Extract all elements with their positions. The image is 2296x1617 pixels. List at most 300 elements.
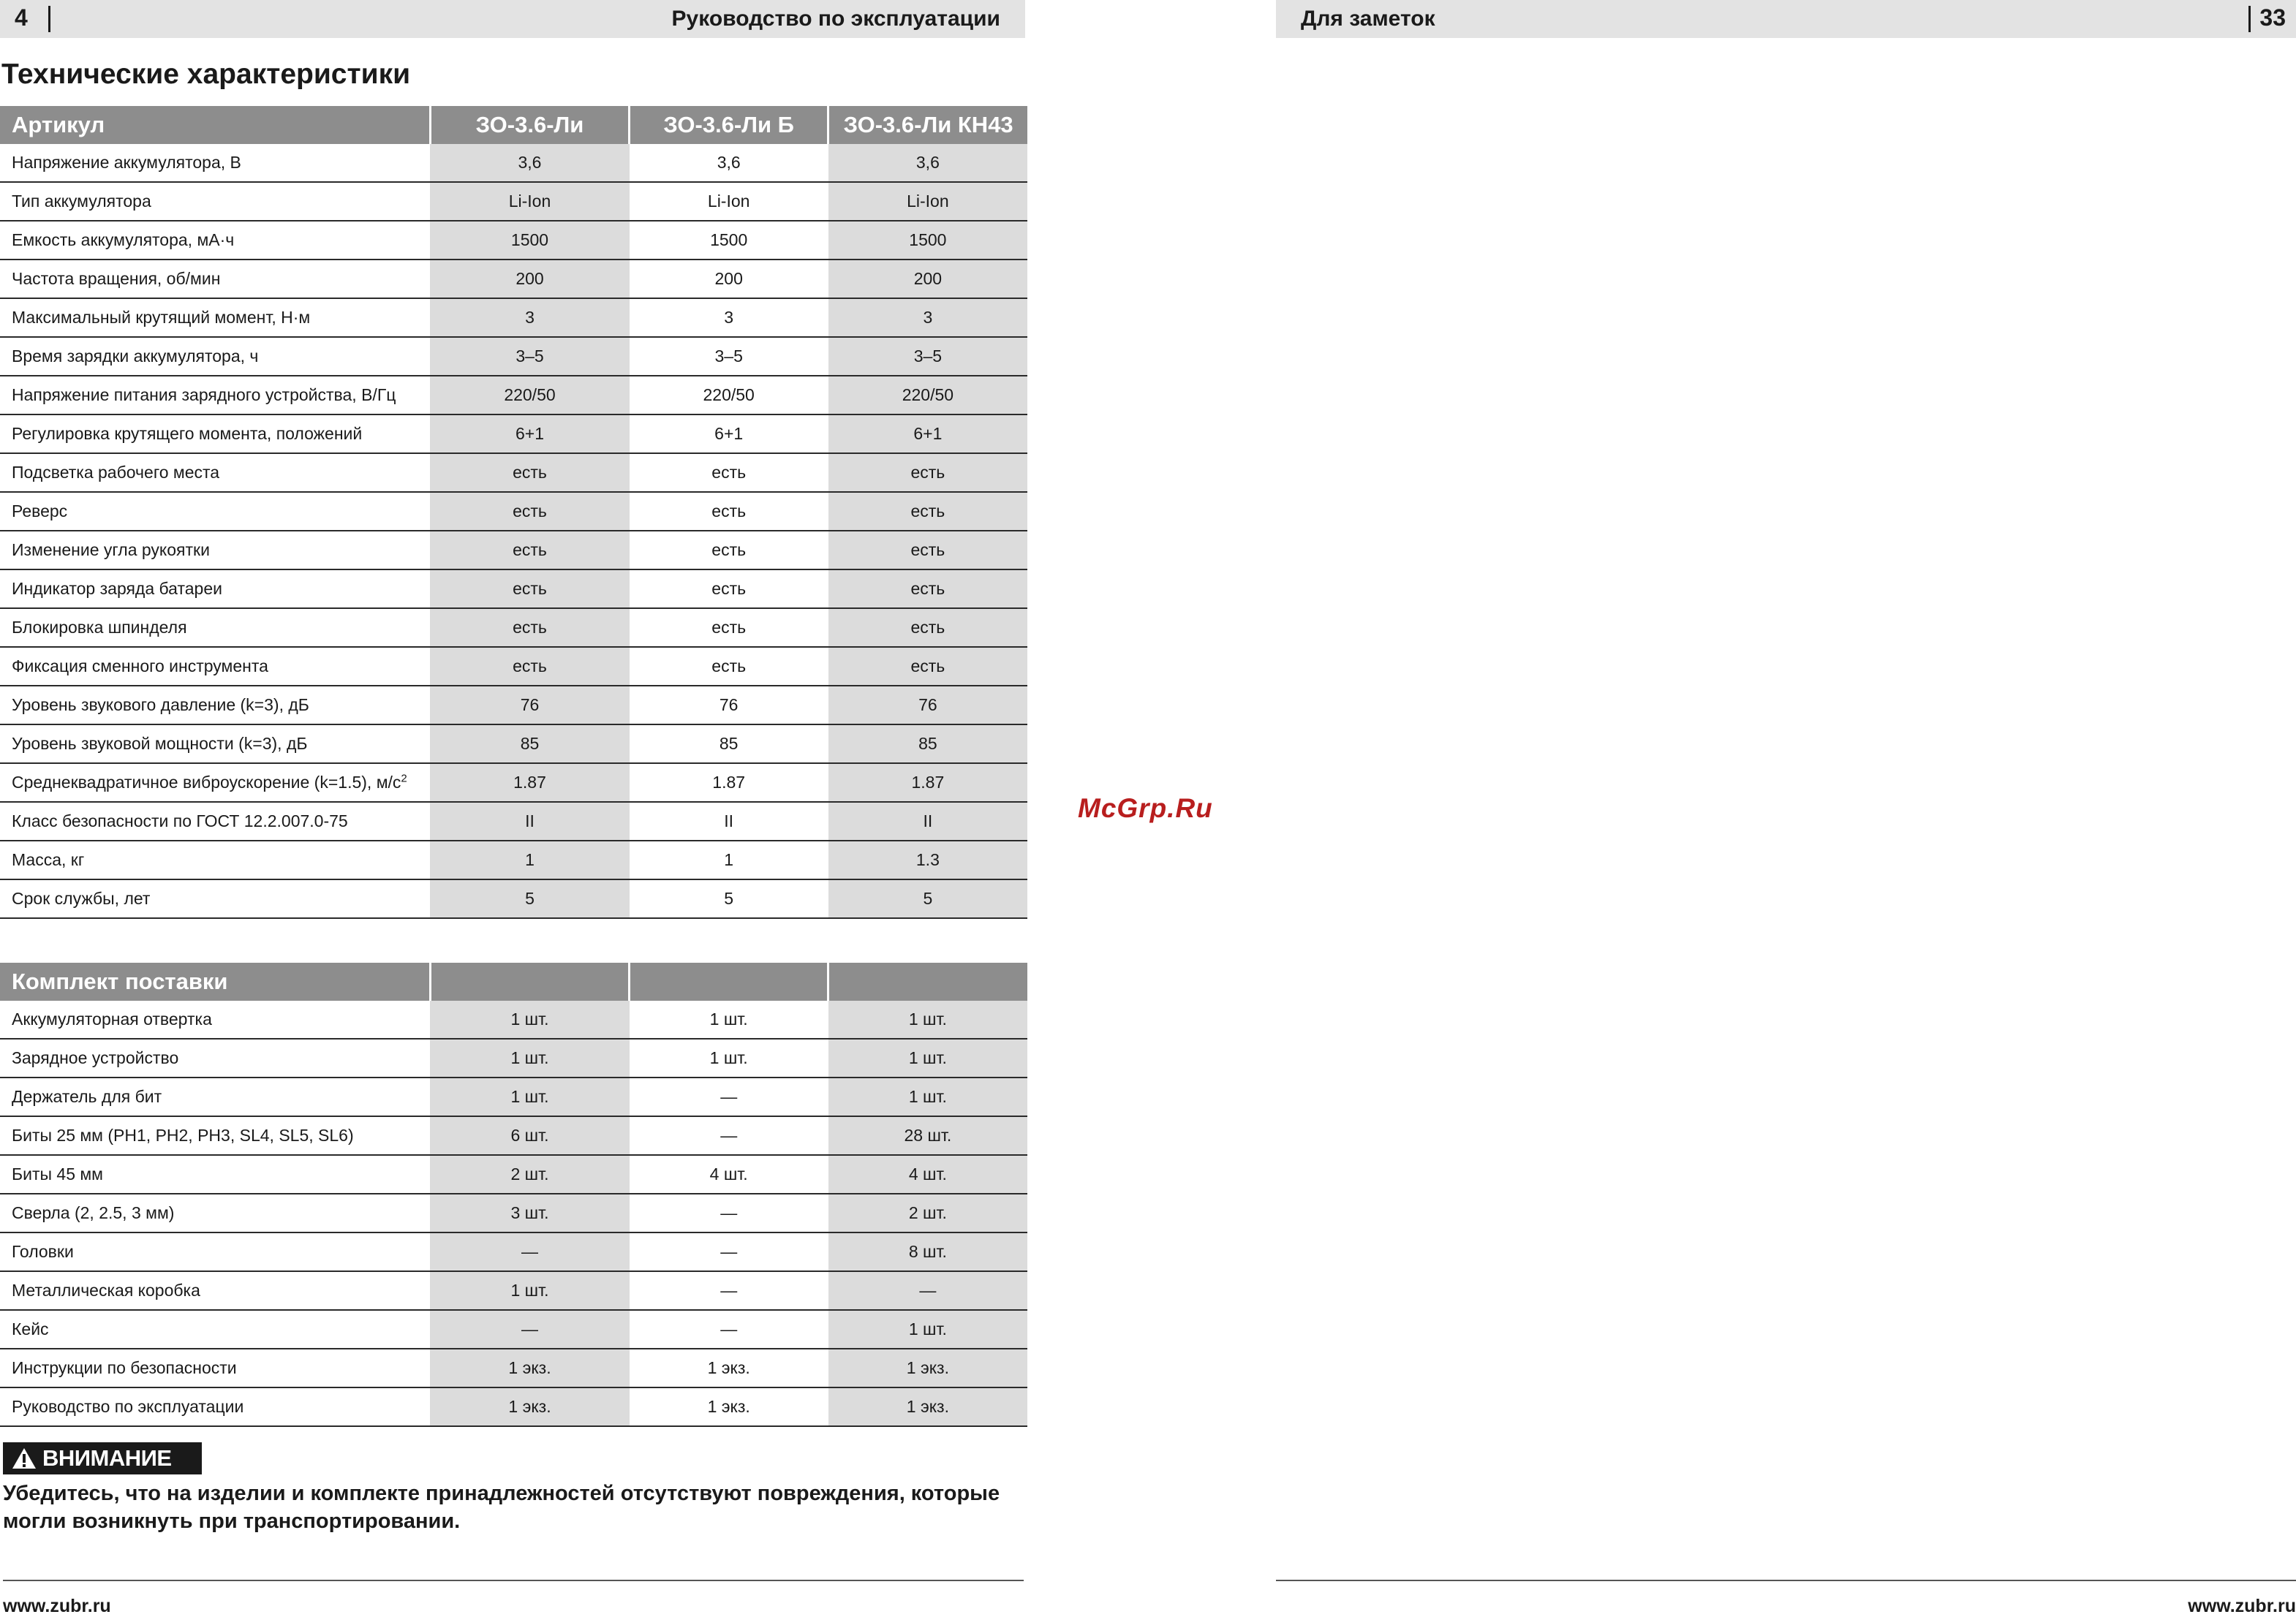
- cell-value: [828, 1116, 1027, 1155]
- cell-value: [430, 608, 629, 647]
- row-label: [0, 879, 430, 918]
- cell-value: [828, 376, 1027, 414]
- table-row: [0, 337, 1027, 376]
- cell-value: [430, 221, 629, 260]
- cell-value: [430, 1387, 629, 1426]
- row-label-text: Масса, кг: [12, 850, 85, 869]
- cell-value-text: 3 шт.: [510, 1203, 549, 1222]
- cell-value-text: 1 шт.: [510, 1010, 549, 1029]
- cell-value: [630, 337, 828, 376]
- row-label-text: Время зарядки аккумулятора, ч: [12, 346, 259, 366]
- row-label-text: Фиксация сменного инструмента: [12, 656, 268, 675]
- row-label: [0, 608, 430, 647]
- row-label-text: Регулировка крутящего момента, положений: [12, 424, 363, 443]
- cell-value: [828, 453, 1027, 492]
- cell-value: [630, 144, 828, 182]
- row-label: [0, 1001, 430, 1039]
- cell-value-text: II: [525, 811, 535, 830]
- cell-value: [828, 841, 1027, 879]
- row-label: [0, 1349, 430, 1387]
- footer-url[interactable]: www.zubr.ru: [2188, 1596, 2296, 1616]
- cell-value-text: 1 шт.: [510, 1087, 549, 1106]
- row-label: [0, 221, 430, 260]
- cell-value: [430, 686, 629, 724]
- cell-value: [430, 1155, 629, 1194]
- table-header-row: [0, 106, 1027, 144]
- cell-value: [828, 492, 1027, 531]
- cell-value-text: есть: [910, 656, 945, 675]
- cell-value: [630, 1194, 828, 1232]
- cell-value: [828, 1039, 1027, 1078]
- row-label: [0, 337, 430, 376]
- specifications-table: [0, 106, 1027, 919]
- row-label: [0, 298, 430, 337]
- row-label: [0, 1039, 430, 1078]
- cell-value-text: есть: [513, 463, 547, 482]
- cell-value-text: есть: [910, 579, 945, 598]
- cell-value-text: —: [919, 1281, 937, 1300]
- cell-value-text: 5: [923, 889, 933, 908]
- cell-value-text: есть: [711, 579, 747, 598]
- cell-value-text: 1 экз.: [906, 1397, 949, 1416]
- page-number: 4: [15, 4, 28, 31]
- cell-value-text: 220/50: [902, 385, 954, 404]
- row-label-text: Биты 25 мм (PH1, PH2, PH3, SL4, SL5, SL6): [12, 1126, 354, 1145]
- row-label: [0, 763, 430, 802]
- table-row: [0, 647, 1027, 686]
- cell-value: [630, 1310, 828, 1349]
- cell-value: [630, 376, 828, 414]
- cell-value: [828, 1232, 1027, 1271]
- cell-value: [430, 1271, 629, 1310]
- row-label: [0, 1078, 430, 1116]
- cell-value-text: 6+1: [714, 424, 744, 443]
- cell-value-text: 28 шт.: [904, 1126, 952, 1145]
- row-label-text: Индикатор заряда батареи: [12, 579, 222, 598]
- table-row: [0, 1271, 1027, 1310]
- row-label-text: Напряжение аккумулятора, В: [12, 153, 241, 172]
- cell-value: [630, 260, 828, 298]
- cell-value-text: есть: [513, 618, 547, 637]
- row-label-text: Изменение угла рукоятки: [12, 540, 210, 559]
- page-number: 33: [2259, 4, 2286, 31]
- cell-value: [430, 376, 629, 414]
- table-row: [0, 1232, 1027, 1271]
- cell-value-text: 4 шт.: [908, 1165, 947, 1184]
- row-label-text: Тип аккумулятора: [12, 192, 151, 211]
- cell-value-text: 1500: [710, 230, 748, 249]
- cell-value: [828, 569, 1027, 608]
- cell-value: [430, 802, 629, 841]
- table-row: [0, 569, 1027, 608]
- cell-value: [430, 531, 629, 569]
- cell-value: [828, 1155, 1027, 1194]
- footer-url[interactable]: www.zubr.ru: [3, 1596, 111, 1616]
- cell-value-text: 1.87: [513, 773, 546, 792]
- cell-value: [828, 686, 1027, 724]
- cell-value: [828, 763, 1027, 802]
- row-label: [0, 802, 430, 841]
- cell-value: [630, 221, 828, 260]
- footer-rule: [3, 1580, 1024, 1581]
- table-row: [0, 453, 1027, 492]
- cell-value-text: есть: [513, 501, 547, 520]
- row-label-text: Класс безопасности по ГОСТ 12.2.007.0-75: [12, 811, 348, 830]
- column-header-model: [630, 963, 828, 1001]
- cell-value: [828, 531, 1027, 569]
- cell-value: [828, 1001, 1027, 1039]
- cell-value: [630, 1232, 828, 1271]
- row-label: [0, 260, 430, 298]
- cell-value: [630, 414, 828, 453]
- cell-value-text: 1: [724, 850, 734, 869]
- row-label-text: Зарядное устройство: [12, 1048, 179, 1067]
- cell-value-text: 2 шт.: [510, 1165, 549, 1184]
- cell-value-text: 1 экз.: [508, 1397, 551, 1416]
- row-label: [0, 686, 430, 724]
- cell-value: [630, 647, 828, 686]
- cell-value-text: 1 экз.: [508, 1358, 551, 1377]
- cell-value: [430, 569, 629, 608]
- row-label: [0, 1387, 430, 1426]
- cell-value: [828, 337, 1027, 376]
- cell-value: [630, 298, 828, 337]
- column-header-model: ЗО-3.6-Ли Б: [630, 106, 828, 144]
- cell-value-text: 220/50: [504, 385, 556, 404]
- cell-value: [828, 1078, 1027, 1116]
- row-label-text: Головки: [12, 1242, 74, 1261]
- row-label: [0, 376, 430, 414]
- cell-value: [828, 724, 1027, 763]
- table-row: [0, 492, 1027, 531]
- cell-value-text: —: [720, 1087, 738, 1106]
- cell-value-text: есть: [910, 618, 945, 637]
- cell-value-text: II: [724, 811, 734, 830]
- cell-value-text: 1 шт.: [908, 1319, 947, 1338]
- cell-value-text: —: [720, 1281, 738, 1300]
- cell-value-text: 6+1: [913, 424, 943, 443]
- row-label-text: Реверс: [12, 501, 68, 520]
- cell-value-text: 1 шт.: [908, 1048, 947, 1067]
- cell-value: [828, 221, 1027, 260]
- cell-value-text: 76: [918, 695, 937, 714]
- cell-value-text: II: [923, 811, 933, 830]
- cell-value-text: 1: [525, 850, 535, 869]
- table-row: [0, 144, 1027, 182]
- cell-value-text: 1 экз.: [906, 1358, 949, 1377]
- cell-value-text: Li-Ion: [907, 192, 949, 211]
- column-header-model: ЗО-3.6-Ли КН43: [828, 106, 1027, 144]
- cell-value-text: 1 экз.: [707, 1358, 750, 1377]
- section-title: Технические характеристики: [1, 58, 411, 90]
- cell-value-text: —: [720, 1319, 738, 1338]
- cell-value: [828, 260, 1027, 298]
- cell-value-text: 6 шт.: [510, 1126, 549, 1145]
- cell-value: [630, 1001, 828, 1039]
- column-header-model: ЗО-3.6-Ли: [430, 106, 629, 144]
- table-row: [0, 376, 1027, 414]
- row-label: [0, 1310, 430, 1349]
- cell-value: [630, 1155, 828, 1194]
- cell-value-text: есть: [910, 501, 945, 520]
- cell-value: [630, 686, 828, 724]
- row-label-text: Держатель для бит: [12, 1087, 162, 1106]
- row-label-text: Частота вращения, об/мин: [12, 269, 221, 288]
- table-row: [0, 1039, 1027, 1078]
- table-row: [0, 1387, 1027, 1426]
- cell-value-text: 3: [724, 308, 734, 327]
- cell-value-text: —: [521, 1319, 538, 1338]
- cell-value: [630, 763, 828, 802]
- page-header-bar: [0, 0, 1025, 38]
- cell-value-text: 200: [913, 269, 943, 288]
- cell-value-text: 85: [918, 734, 937, 753]
- cell-value-text: 220/50: [703, 385, 755, 404]
- unit-superscript: 2: [401, 772, 407, 785]
- cell-value-text: 1 шт.: [709, 1048, 748, 1067]
- table-row: [0, 221, 1027, 260]
- table-row: [0, 298, 1027, 337]
- table-header-row: [0, 963, 1027, 1001]
- table-row: [0, 1078, 1027, 1116]
- row-label-text: Уровень звукового давление (k=3), дБ: [12, 695, 309, 714]
- cell-value-text: есть: [711, 656, 747, 675]
- row-label: [0, 492, 430, 531]
- row-label-text: Уровень звуковой мощности (k=3), дБ: [12, 734, 308, 753]
- row-label-text: Руководство по эксплуатации: [12, 1397, 244, 1416]
- cell-value-text: 76: [520, 695, 540, 714]
- table-row: [0, 260, 1027, 298]
- cell-value-text: 76: [719, 695, 739, 714]
- cell-value-text: 1.3: [915, 850, 940, 869]
- column-header-label: Комплект поставки: [0, 963, 430, 1001]
- column-header-model: [828, 963, 1027, 1001]
- cell-value-text: Li-Ion: [707, 192, 750, 211]
- cell-value: [828, 1349, 1027, 1387]
- row-label: [0, 569, 430, 608]
- cell-value: [430, 414, 629, 453]
- row-label-text: Среднеквадратичное виброускорение (k=1.5), м/с: [12, 773, 401, 792]
- cell-value-text: —: [720, 1203, 738, 1222]
- cell-value: [828, 608, 1027, 647]
- row-label-text: Металлическая коробка: [12, 1281, 200, 1300]
- cell-value-text: 3: [525, 308, 535, 327]
- cell-value-text: 1 шт.: [510, 1048, 549, 1067]
- table-row: [0, 724, 1027, 763]
- row-label-text: Емкость аккумулятора, мА·ч: [12, 230, 235, 249]
- cell-value: [430, 1194, 629, 1232]
- cell-value: [430, 144, 629, 182]
- cell-value: [430, 182, 629, 221]
- cell-value: [430, 298, 629, 337]
- cell-value-text: 1500: [909, 230, 947, 249]
- cell-value: [630, 724, 828, 763]
- cell-value: [430, 337, 629, 376]
- row-label-text: Напряжение питания зарядного устройства, В/Гц: [12, 385, 396, 404]
- cell-value-text: 2 шт.: [908, 1203, 947, 1222]
- cell-value: [630, 569, 828, 608]
- row-label: [0, 1271, 430, 1310]
- row-label: [0, 647, 430, 686]
- row-label-text: Аккумуляторная отвертка: [12, 1010, 212, 1029]
- cell-value-text: есть: [513, 579, 547, 598]
- cell-value-text: 200: [714, 269, 743, 288]
- table-row: [0, 1155, 1027, 1194]
- table-row: [0, 1001, 1027, 1039]
- cell-value: [828, 182, 1027, 221]
- delivery-set-table: [0, 963, 1027, 1427]
- cell-value: [630, 1116, 828, 1155]
- cell-value: [828, 1310, 1027, 1349]
- table-row: [0, 1349, 1027, 1387]
- cell-value: [430, 879, 629, 918]
- cell-value: [630, 608, 828, 647]
- cell-value-text: 200: [516, 269, 544, 288]
- cell-value: [430, 724, 629, 763]
- row-label-text: Сверла (2, 2.5, 3 мм): [12, 1203, 175, 1222]
- left-page: [0, 0, 1031, 1615]
- cell-value: [430, 1116, 629, 1155]
- column-header-label: Артикул: [0, 106, 430, 144]
- cell-value-text: есть: [711, 618, 747, 637]
- table-row: [0, 763, 1027, 802]
- cell-value: [430, 1001, 629, 1039]
- cell-value-text: 5: [724, 889, 734, 908]
- cell-value: [630, 802, 828, 841]
- cell-value-text: 3,6: [915, 153, 940, 172]
- table-row: [0, 879, 1027, 918]
- cell-value: [430, 492, 629, 531]
- cell-value: [630, 1387, 828, 1426]
- cell-value-text: 1.87: [712, 773, 746, 792]
- table-row: [0, 1116, 1027, 1155]
- cell-value-text: есть: [711, 540, 747, 559]
- cell-value: [630, 1078, 828, 1116]
- cell-value: [430, 1349, 629, 1387]
- row-label: [0, 1232, 430, 1271]
- cell-value: [630, 492, 828, 531]
- cell-value: [430, 1078, 629, 1116]
- cell-value-text: 1 шт.: [709, 1010, 748, 1029]
- cell-value-text: —: [521, 1242, 538, 1261]
- cell-value: [630, 1349, 828, 1387]
- row-label: [0, 724, 430, 763]
- cell-value-text: 6+1: [515, 424, 544, 443]
- table-row: [0, 1310, 1027, 1349]
- row-label-text: Срок службы, лет: [12, 889, 151, 908]
- cell-value: [630, 1039, 828, 1078]
- cell-value: [430, 260, 629, 298]
- cell-value-text: 5: [525, 889, 535, 908]
- cell-value: [828, 1194, 1027, 1232]
- cell-value: [430, 647, 629, 686]
- column-header-model: [430, 963, 629, 1001]
- header-title: Для заметок: [1301, 7, 1435, 31]
- cell-value-text: Li-Ion: [508, 192, 551, 211]
- row-label-text: Блокировка шпинделя: [12, 618, 187, 637]
- cell-value-text: 3–5: [913, 346, 943, 366]
- cell-value: [828, 144, 1027, 182]
- cell-value-text: есть: [711, 501, 747, 520]
- table-row: [0, 531, 1027, 569]
- table-row: [0, 686, 1027, 724]
- table-row: [0, 414, 1027, 453]
- cell-value-text: есть: [513, 540, 547, 559]
- cell-value-text: 3–5: [714, 346, 743, 366]
- cell-value-text: 1 шт.: [510, 1281, 549, 1300]
- cell-value-text: —: [720, 1242, 738, 1261]
- cell-value-text: 3,6: [717, 153, 741, 172]
- row-label: [0, 841, 430, 879]
- row-label: [0, 1155, 430, 1194]
- row-label: [0, 182, 430, 221]
- cell-value: [828, 879, 1027, 918]
- cell-value-text: есть: [910, 540, 945, 559]
- row-label: [0, 1116, 430, 1155]
- table-row: [0, 182, 1027, 221]
- cell-value: [430, 841, 629, 879]
- cell-value-text: 1 шт.: [908, 1087, 947, 1106]
- header-divider: [2248, 6, 2251, 32]
- cell-value: [630, 841, 828, 879]
- cell-value: [828, 647, 1027, 686]
- cell-value: [630, 1271, 828, 1310]
- cell-value-text: 3–5: [516, 346, 544, 366]
- table-row: [0, 1194, 1027, 1232]
- cell-value-text: есть: [711, 463, 747, 482]
- warning-text: Убедитесь, что на изделии и комплекте принадлежностей отсутствуют повреждения, которые могли возникнуть при транспортировании.: [3, 1482, 1000, 1533]
- cell-value-text: 1.87: [911, 773, 945, 792]
- header-divider: [48, 6, 50, 32]
- right-page: [1276, 0, 2296, 1615]
- row-label: [0, 144, 430, 182]
- row-label-text: Максимальный крутящий момент, Н·м: [12, 308, 311, 327]
- row-label-text: Подсветка рабочего места: [12, 463, 220, 482]
- row-label-text: Биты 45 мм: [12, 1165, 103, 1184]
- cell-value: [828, 1387, 1027, 1426]
- warning-badge: [3, 1442, 202, 1474]
- cell-value: [430, 1039, 629, 1078]
- cell-value-text: 1500: [510, 230, 549, 249]
- table-row: [0, 841, 1027, 879]
- cell-value: [630, 182, 828, 221]
- header-title: Руководство по эксплуатации: [671, 7, 1000, 31]
- cell-value-text: 4 шт.: [709, 1165, 748, 1184]
- cell-value-text: 1 экз.: [707, 1397, 750, 1416]
- cell-value: [430, 453, 629, 492]
- row-label-text: Инструкции по безопасности: [12, 1358, 237, 1377]
- cell-value: [630, 453, 828, 492]
- cell-value-text: 1 шт.: [908, 1010, 947, 1029]
- cell-value: [828, 414, 1027, 453]
- cell-value-text: —: [720, 1126, 738, 1145]
- row-label: [0, 414, 430, 453]
- cell-value-text: есть: [910, 463, 945, 482]
- cell-value: [430, 1232, 629, 1271]
- watermark: McGrp.Ru: [1078, 793, 1213, 823]
- cell-value-text: 8 шт.: [908, 1242, 947, 1261]
- warning-triangle-icon: [12, 1447, 37, 1469]
- cell-value-text: есть: [513, 656, 547, 675]
- cell-value: [630, 879, 828, 918]
- table-row: [0, 608, 1027, 647]
- cell-value-text: 85: [719, 734, 739, 753]
- page-header-bar: [1276, 0, 2296, 38]
- table-row: [0, 802, 1027, 841]
- cell-value-text: 3,6: [518, 153, 542, 172]
- row-label: [0, 453, 430, 492]
- cell-value: [828, 1271, 1027, 1310]
